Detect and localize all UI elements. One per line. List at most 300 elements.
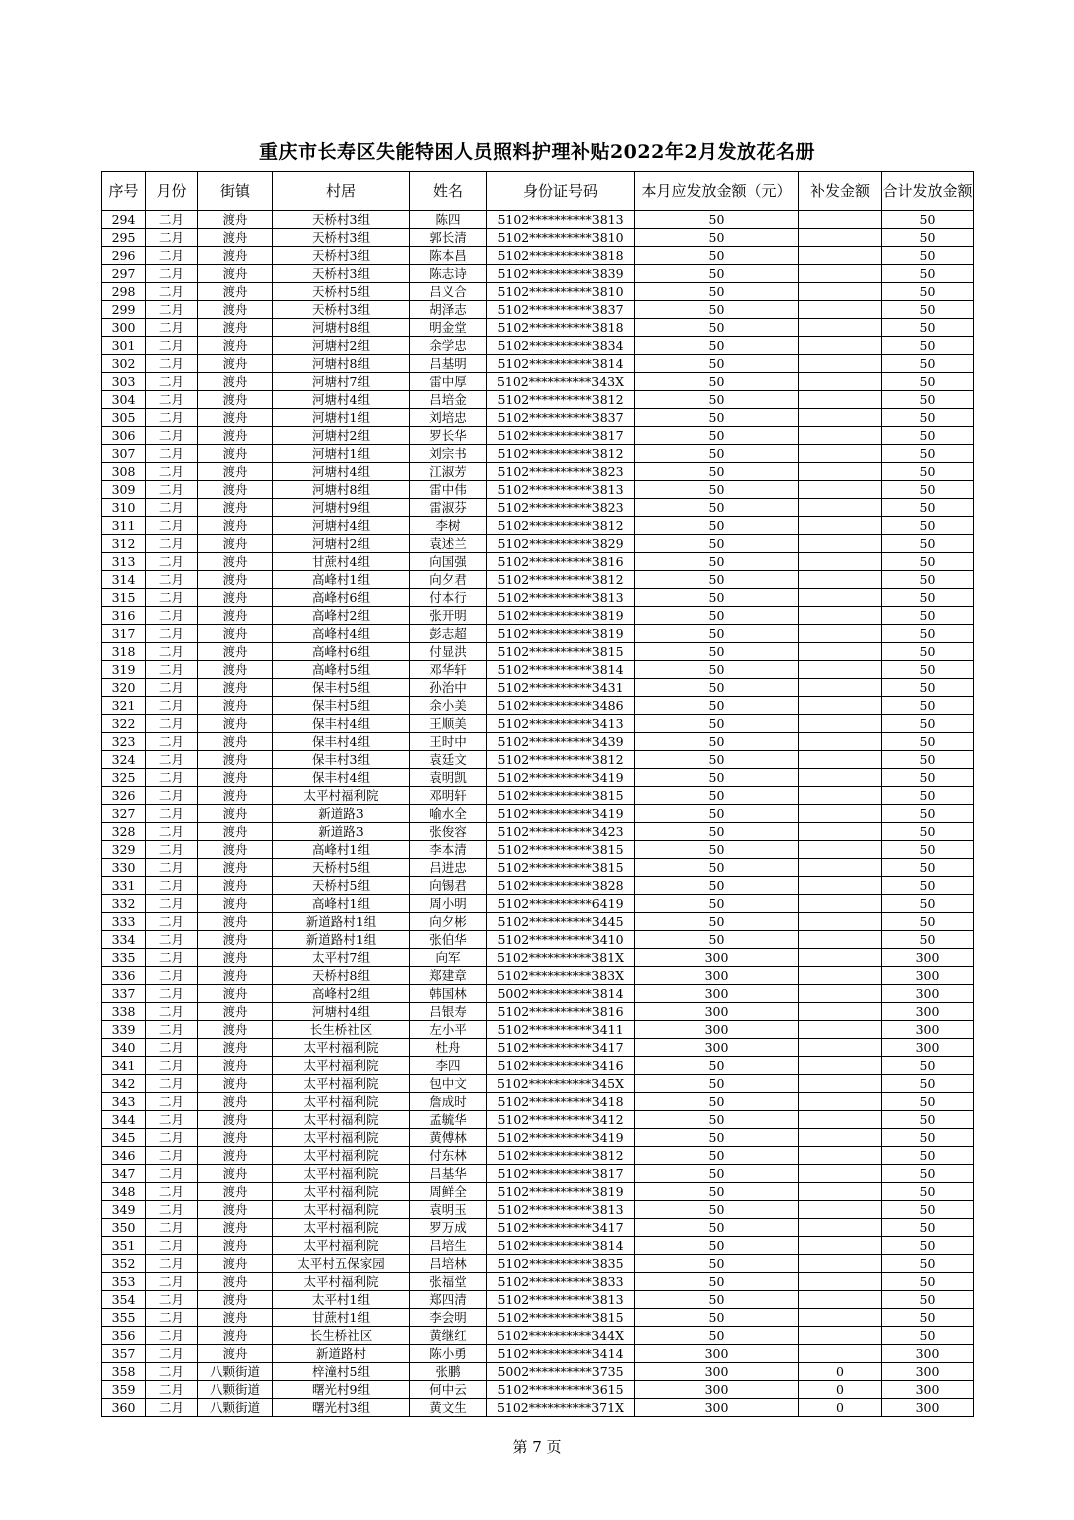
month-cell: 二月 <box>146 247 198 265</box>
town-cell: 渡舟 <box>198 1309 273 1327</box>
monthly-amount-cell: 50 <box>635 823 799 841</box>
total-cell: 50 <box>882 1129 974 1147</box>
monthly-amount-cell: 50 <box>635 1219 799 1237</box>
name-cell: 付东林 <box>410 1147 487 1165</box>
monthly-amount-cell: 300 <box>635 1399 799 1417</box>
month-cell: 二月 <box>146 1363 198 1381</box>
name-cell: 张开明 <box>410 607 487 625</box>
town-cell: 渡舟 <box>198 697 273 715</box>
month-cell: 二月 <box>146 805 198 823</box>
monthly-amount-cell: 50 <box>635 553 799 571</box>
table-row <box>102 1003 974 1021</box>
total-cell: 50 <box>882 391 974 409</box>
total-cell: 300 <box>882 949 974 967</box>
table-row <box>102 499 974 517</box>
total-cell: 300 <box>882 1039 974 1057</box>
supplement-cell <box>799 913 882 931</box>
supplement-cell <box>799 391 882 409</box>
table-row <box>102 913 974 931</box>
serial-cell: 348 <box>102 1183 146 1201</box>
serial-cell: 312 <box>102 535 146 553</box>
table-row <box>102 1219 974 1237</box>
monthly-amount-cell: 50 <box>635 895 799 913</box>
serial-cell: 340 <box>102 1039 146 1057</box>
table-row <box>102 535 974 553</box>
id-number-cell: 5102**********3815 <box>487 787 635 805</box>
supplement-cell <box>799 877 882 895</box>
month-cell: 二月 <box>146 391 198 409</box>
village-cell: 高峰村1组 <box>273 571 410 589</box>
total-cell: 50 <box>882 859 974 877</box>
table-row <box>102 697 974 715</box>
serial-cell: 317 <box>102 625 146 643</box>
monthly-amount-cell: 50 <box>635 1237 799 1255</box>
supplement-cell <box>799 931 882 949</box>
id-number-cell: 5102**********3486 <box>487 697 635 715</box>
town-cell: 渡舟 <box>198 1273 273 1291</box>
roster-body <box>102 211 974 1417</box>
month-cell: 二月 <box>146 211 198 229</box>
village-cell: 河塘村1组 <box>273 445 410 463</box>
col-header-total: 合计发放金额 <box>882 172 974 211</box>
total-cell: 50 <box>882 661 974 679</box>
town-cell: 渡舟 <box>198 553 273 571</box>
supplement-cell <box>799 247 882 265</box>
serial-cell: 356 <box>102 1327 146 1345</box>
month-cell: 二月 <box>146 535 198 553</box>
name-cell: 黄文生 <box>410 1399 487 1417</box>
id-number-cell: 5102**********3828 <box>487 877 635 895</box>
town-cell: 渡舟 <box>198 769 273 787</box>
table-row <box>102 301 974 319</box>
name-cell: 雷中伟 <box>410 481 487 499</box>
village-cell: 太平村福利院 <box>273 1129 410 1147</box>
month-cell: 二月 <box>146 859 198 877</box>
id-number-cell: 5102**********3814 <box>487 1237 635 1255</box>
id-number-cell: 5102**********3815 <box>487 859 635 877</box>
table-row <box>102 1273 974 1291</box>
total-cell: 50 <box>882 1327 974 1345</box>
supplement-cell <box>799 517 882 535</box>
supplement-cell <box>799 733 882 751</box>
name-cell: 李四 <box>410 1057 487 1075</box>
name-cell: 吕基明 <box>410 355 487 373</box>
total-cell: 50 <box>882 895 974 913</box>
month-cell: 二月 <box>146 1093 198 1111</box>
id-number-cell: 5102**********3812 <box>487 517 635 535</box>
serial-cell: 353 <box>102 1273 146 1291</box>
col-header-id-number: 身份证号码 <box>487 172 635 211</box>
village-cell: 新道路村1组 <box>273 913 410 931</box>
serial-cell: 351 <box>102 1237 146 1255</box>
village-cell: 高峰村1组 <box>273 841 410 859</box>
serial-cell: 324 <box>102 751 146 769</box>
month-cell: 二月 <box>146 1327 198 1345</box>
name-cell: 周小明 <box>410 895 487 913</box>
serial-cell: 305 <box>102 409 146 427</box>
id-number-cell: 5102**********3423 <box>487 823 635 841</box>
id-number-cell: 5102**********3839 <box>487 265 635 283</box>
name-cell: 陈四 <box>410 211 487 229</box>
name-cell: 吕培林 <box>410 1255 487 1273</box>
serial-cell: 354 <box>102 1291 146 1309</box>
supplement-cell <box>799 1309 882 1327</box>
month-cell: 二月 <box>146 1309 198 1327</box>
serial-cell: 349 <box>102 1201 146 1219</box>
town-cell: 渡舟 <box>198 751 273 769</box>
table-row <box>102 1111 974 1129</box>
town-cell: 渡舟 <box>198 1345 273 1363</box>
serial-cell: 341 <box>102 1057 146 1075</box>
village-cell: 太平村福利院 <box>273 1147 410 1165</box>
town-cell: 渡舟 <box>198 787 273 805</box>
town-cell: 渡舟 <box>198 571 273 589</box>
name-cell: 向锡君 <box>410 877 487 895</box>
name-cell: 袁明玉 <box>410 1201 487 1219</box>
town-cell: 渡舟 <box>198 895 273 913</box>
table-row <box>102 733 974 751</box>
town-cell: 渡舟 <box>198 1165 273 1183</box>
total-cell: 50 <box>882 1075 974 1093</box>
village-cell: 保丰村5组 <box>273 679 410 697</box>
id-number-cell: 5102**********3816 <box>487 1003 635 1021</box>
table-row <box>102 967 974 985</box>
monthly-amount-cell: 50 <box>635 1093 799 1111</box>
serial-cell: 334 <box>102 931 146 949</box>
month-cell: 二月 <box>146 823 198 841</box>
village-cell: 高峰村2组 <box>273 985 410 1003</box>
name-cell: 吕银寿 <box>410 1003 487 1021</box>
month-cell: 二月 <box>146 643 198 661</box>
id-number-cell: 5102**********6419 <box>487 895 635 913</box>
id-number-cell: 5102**********3412 <box>487 1111 635 1129</box>
town-cell: 渡舟 <box>198 1003 273 1021</box>
name-cell: 邓华轩 <box>410 661 487 679</box>
supplement-cell <box>799 499 882 517</box>
town-cell: 渡舟 <box>198 1039 273 1057</box>
monthly-amount-cell: 50 <box>635 1291 799 1309</box>
id-number-cell: 5102**********3816 <box>487 553 635 571</box>
month-cell: 二月 <box>146 1345 198 1363</box>
table-row <box>102 373 974 391</box>
id-number-cell: 5102**********3835 <box>487 1255 635 1273</box>
village-cell: 太平村1组 <box>273 1291 410 1309</box>
table-row <box>102 463 974 481</box>
table-row <box>102 1201 974 1219</box>
town-cell: 渡舟 <box>198 823 273 841</box>
town-cell: 渡舟 <box>198 679 273 697</box>
table-row <box>102 805 974 823</box>
name-cell: 周鲜全 <box>410 1183 487 1201</box>
town-cell: 渡舟 <box>198 1093 273 1111</box>
name-cell: 陈本昌 <box>410 247 487 265</box>
village-cell: 曙光村3组 <box>273 1399 410 1417</box>
id-number-cell: 5102**********3810 <box>487 283 635 301</box>
village-cell: 高峰村1组 <box>273 895 410 913</box>
supplement-cell <box>799 607 882 625</box>
month-cell: 二月 <box>146 913 198 931</box>
id-number-cell: 5102**********3813 <box>487 1201 635 1219</box>
id-number-cell: 5102**********3812 <box>487 445 635 463</box>
month-cell: 二月 <box>146 589 198 607</box>
table-row <box>102 607 974 625</box>
monthly-amount-cell: 50 <box>635 769 799 787</box>
id-number-cell: 5102**********3419 <box>487 769 635 787</box>
monthly-amount-cell: 50 <box>635 445 799 463</box>
monthly-amount-cell: 50 <box>635 427 799 445</box>
table-row <box>102 589 974 607</box>
name-cell: 袁廷文 <box>410 751 487 769</box>
supplement-cell <box>799 319 882 337</box>
supplement-cell <box>799 697 882 715</box>
serial-cell: 315 <box>102 589 146 607</box>
village-cell: 河塘村7组 <box>273 373 410 391</box>
serial-cell: 296 <box>102 247 146 265</box>
town-cell: 渡舟 <box>198 517 273 535</box>
id-number-cell: 5102**********3445 <box>487 913 635 931</box>
name-cell: 刘宗书 <box>410 445 487 463</box>
total-cell: 50 <box>882 643 974 661</box>
monthly-amount-cell: 50 <box>635 661 799 679</box>
total-cell: 300 <box>882 985 974 1003</box>
table-row <box>102 337 974 355</box>
name-cell: 王顺美 <box>410 715 487 733</box>
table-row <box>102 931 974 949</box>
name-cell: 喻水全 <box>410 805 487 823</box>
total-cell: 50 <box>882 427 974 445</box>
village-cell: 长生桥社区 <box>273 1327 410 1345</box>
col-header-village: 村居 <box>273 172 410 211</box>
town-cell: 渡舟 <box>198 445 273 463</box>
town-cell: 渡舟 <box>198 229 273 247</box>
month-cell: 二月 <box>146 841 198 859</box>
table-row <box>102 355 974 373</box>
monthly-amount-cell: 50 <box>635 211 799 229</box>
id-number-cell: 5102**********3419 <box>487 1129 635 1147</box>
month-cell: 二月 <box>146 895 198 913</box>
serial-cell: 294 <box>102 211 146 229</box>
monthly-amount-cell: 50 <box>635 229 799 247</box>
name-cell: 李树 <box>410 517 487 535</box>
village-cell: 太平村福利院 <box>273 1237 410 1255</box>
name-cell: 邓明轩 <box>410 787 487 805</box>
total-cell: 50 <box>882 841 974 859</box>
id-number-cell: 5102**********3413 <box>487 715 635 733</box>
total-cell: 50 <box>882 1147 974 1165</box>
serial-cell: 304 <box>102 391 146 409</box>
monthly-amount-cell: 50 <box>635 913 799 931</box>
name-cell: 韩国林 <box>410 985 487 1003</box>
name-cell: 向夕君 <box>410 571 487 589</box>
monthly-amount-cell: 50 <box>635 1183 799 1201</box>
table-row <box>102 1129 974 1147</box>
town-cell: 渡舟 <box>198 355 273 373</box>
village-cell: 新道路村 <box>273 1345 410 1363</box>
village-cell: 河塘村8组 <box>273 355 410 373</box>
month-cell: 二月 <box>146 1111 198 1129</box>
total-cell: 300 <box>882 1381 974 1399</box>
header-row <box>102 172 974 211</box>
village-cell: 河塘村2组 <box>273 535 410 553</box>
town-cell: 渡舟 <box>198 913 273 931</box>
supplement-cell <box>799 1075 882 1093</box>
village-cell: 河塘村9组 <box>273 499 410 517</box>
town-cell: 渡舟 <box>198 1057 273 1075</box>
name-cell: 詹成时 <box>410 1093 487 1111</box>
id-number-cell: 5102**********3813 <box>487 481 635 499</box>
town-cell: 渡舟 <box>198 1255 273 1273</box>
name-cell: 吕培金 <box>410 391 487 409</box>
table-row <box>102 1363 974 1381</box>
month-cell: 二月 <box>146 553 198 571</box>
name-cell: 郑建章 <box>410 967 487 985</box>
town-cell: 渡舟 <box>198 733 273 751</box>
id-number-cell: 5102**********3817 <box>487 427 635 445</box>
town-cell: 渡舟 <box>198 949 273 967</box>
village-cell: 河塘村4组 <box>273 463 410 481</box>
village-cell: 保丰村4组 <box>273 769 410 787</box>
id-number-cell: 5102**********3431 <box>487 679 635 697</box>
month-cell: 二月 <box>146 1039 198 1057</box>
village-cell: 天桥村3组 <box>273 265 410 283</box>
serial-cell: 301 <box>102 337 146 355</box>
total-cell: 50 <box>882 571 974 589</box>
total-cell: 300 <box>882 1003 974 1021</box>
serial-cell: 303 <box>102 373 146 391</box>
month-cell: 二月 <box>146 1201 198 1219</box>
monthly-amount-cell: 50 <box>635 715 799 733</box>
town-cell: 渡舟 <box>198 859 273 877</box>
town-cell: 渡舟 <box>198 985 273 1003</box>
month-cell: 二月 <box>146 499 198 517</box>
total-cell: 50 <box>882 301 974 319</box>
town-cell: 渡舟 <box>198 427 273 445</box>
village-cell: 河塘村4组 <box>273 391 410 409</box>
supplement-cell <box>799 1129 882 1147</box>
village-cell: 天桥村5组 <box>273 877 410 895</box>
serial-cell: 347 <box>102 1165 146 1183</box>
id-number-cell: 5102**********3819 <box>487 625 635 643</box>
supplement-cell <box>799 301 882 319</box>
table-row <box>102 427 974 445</box>
id-number-cell: 5102**********3813 <box>487 1291 635 1309</box>
id-number-cell: 5102**********3439 <box>487 733 635 751</box>
total-cell: 50 <box>882 1255 974 1273</box>
table-row <box>102 1093 974 1111</box>
name-cell: 张福堂 <box>410 1273 487 1291</box>
id-number-cell: 5102**********343X <box>487 373 635 391</box>
village-cell: 保丰村5组 <box>273 697 410 715</box>
town-cell: 渡舟 <box>198 1237 273 1255</box>
supplement-cell <box>799 463 882 481</box>
supplement-cell <box>799 373 882 391</box>
table-row <box>102 211 974 229</box>
village-cell: 天桥村8组 <box>273 967 410 985</box>
id-number-cell: 5102**********3829 <box>487 535 635 553</box>
supplement-cell <box>799 985 882 1003</box>
supplement-cell <box>799 841 882 859</box>
id-number-cell: 5102**********3812 <box>487 571 635 589</box>
monthly-amount-cell: 300 <box>635 1345 799 1363</box>
town-cell: 渡舟 <box>198 967 273 985</box>
total-cell: 50 <box>882 373 974 391</box>
supplement-cell <box>799 211 882 229</box>
supplement-cell <box>799 481 882 499</box>
name-cell: 王时中 <box>410 733 487 751</box>
serial-cell: 338 <box>102 1003 146 1021</box>
serial-cell: 328 <box>102 823 146 841</box>
month-cell: 二月 <box>146 1075 198 1093</box>
total-cell: 50 <box>882 211 974 229</box>
monthly-amount-cell: 50 <box>635 787 799 805</box>
table-row <box>102 319 974 337</box>
serial-cell: 298 <box>102 283 146 301</box>
id-number-cell: 5002**********3814 <box>487 985 635 1003</box>
serial-cell: 318 <box>102 643 146 661</box>
total-cell: 50 <box>882 1165 974 1183</box>
town-cell: 渡舟 <box>198 499 273 517</box>
id-number-cell: 5102**********3812 <box>487 391 635 409</box>
village-cell: 高峰村6组 <box>273 643 410 661</box>
monthly-amount-cell: 50 <box>635 1309 799 1327</box>
monthly-amount-cell: 50 <box>635 1255 799 1273</box>
table-row <box>102 571 974 589</box>
month-cell: 二月 <box>146 877 198 895</box>
id-number-cell: 5102**********3833 <box>487 1273 635 1291</box>
monthly-amount-cell: 50 <box>635 301 799 319</box>
table-row <box>102 985 974 1003</box>
supplement-cell <box>799 1003 882 1021</box>
serial-cell: 346 <box>102 1147 146 1165</box>
serial-cell: 322 <box>102 715 146 733</box>
month-cell: 二月 <box>146 1057 198 1075</box>
village-cell: 河塘村4组 <box>273 1003 410 1021</box>
name-cell: 杜舟 <box>410 1039 487 1057</box>
name-cell: 郭长清 <box>410 229 487 247</box>
village-cell: 曙光村9组 <box>273 1381 410 1399</box>
id-number-cell: 5102**********3416 <box>487 1057 635 1075</box>
village-cell: 河塘村4组 <box>273 517 410 535</box>
monthly-amount-cell: 50 <box>635 805 799 823</box>
table-row <box>102 1381 974 1399</box>
name-cell: 余学忠 <box>410 337 487 355</box>
name-cell: 张伯华 <box>410 931 487 949</box>
serial-cell: 319 <box>102 661 146 679</box>
village-cell: 保丰村4组 <box>273 715 410 733</box>
village-cell: 甘蔗村4组 <box>273 553 410 571</box>
village-cell: 长生桥社区 <box>273 1021 410 1039</box>
monthly-amount-cell: 50 <box>635 1057 799 1075</box>
month-cell: 二月 <box>146 697 198 715</box>
month-cell: 二月 <box>146 301 198 319</box>
town-cell: 渡舟 <box>198 535 273 553</box>
total-cell: 300 <box>882 1345 974 1363</box>
month-cell: 二月 <box>146 427 198 445</box>
month-cell: 二月 <box>146 517 198 535</box>
name-cell: 左小平 <box>410 1021 487 1039</box>
total-cell: 50 <box>882 265 974 283</box>
total-cell: 50 <box>882 913 974 931</box>
total-cell: 300 <box>882 967 974 985</box>
table-row <box>102 481 974 499</box>
month-cell: 二月 <box>146 1147 198 1165</box>
serial-cell: 352 <box>102 1255 146 1273</box>
name-cell: 余小美 <box>410 697 487 715</box>
monthly-amount-cell: 50 <box>635 535 799 553</box>
serial-cell: 314 <box>102 571 146 589</box>
month-cell: 二月 <box>146 679 198 697</box>
month-cell: 二月 <box>146 1219 198 1237</box>
